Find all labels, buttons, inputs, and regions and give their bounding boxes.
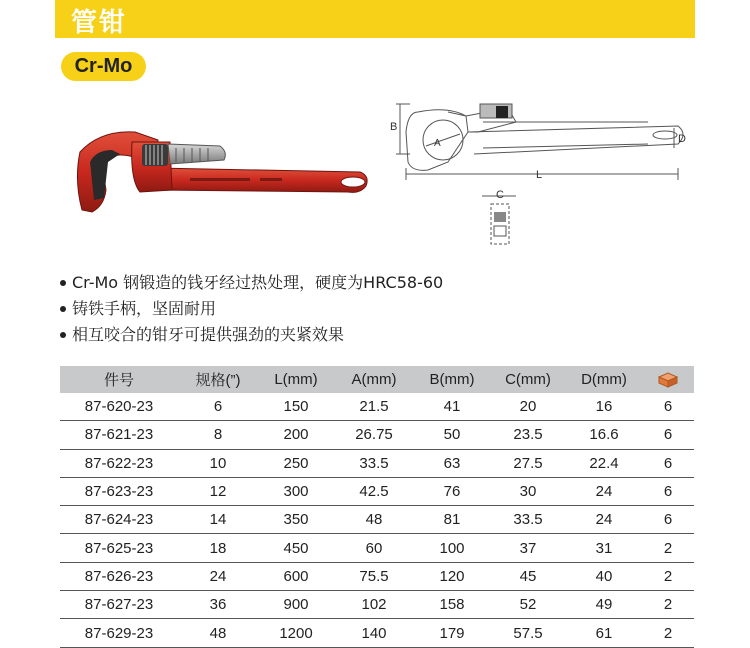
- table-row: [60, 506, 694, 534]
- table-cell: 87-629-23: [60, 619, 178, 647]
- table-cell: 36: [178, 591, 258, 619]
- table-cell: 200: [258, 421, 334, 449]
- table-cell: 6: [642, 477, 694, 505]
- table-cell: 100: [414, 534, 490, 562]
- table-cell: 87-621-23: [60, 421, 178, 449]
- table-cell: 52: [490, 591, 566, 619]
- table-cell: 8: [178, 421, 258, 449]
- table-cell: 33.5: [490, 506, 566, 534]
- table-cell: 6: [642, 449, 694, 477]
- table-cell: 41: [414, 393, 490, 421]
- table-cell: 76: [414, 477, 490, 505]
- pipe-wrench-photo: [60, 120, 372, 220]
- table-row: [60, 619, 694, 647]
- table-cell: 49: [566, 591, 642, 619]
- dim-b-label: B: [390, 121, 398, 133]
- col-header: L(mm): [258, 366, 334, 393]
- table-row: [60, 421, 694, 449]
- table-cell: 87-622-23: [60, 449, 178, 477]
- bullet-icon: [60, 280, 66, 286]
- table-cell: 18: [178, 534, 258, 562]
- col-header: 规格(”): [178, 366, 258, 393]
- feature-list: [60, 270, 443, 348]
- table-cell: 27.5: [490, 449, 566, 477]
- col-header: 件号: [60, 366, 178, 393]
- table-cell: 87-624-23: [60, 506, 178, 534]
- table-cell: 1200: [258, 619, 334, 647]
- feature-item: Cr-Mo 钢锻造的钱牙经过热处理，硬度为HRC58-60: [60, 270, 443, 296]
- table-cell: 87-625-23: [60, 534, 178, 562]
- col-header: B(mm): [414, 366, 490, 393]
- table-cell: 450: [258, 534, 334, 562]
- table-cell: 12: [178, 477, 258, 505]
- table-cell: 2: [642, 591, 694, 619]
- table-cell: 87-620-23: [60, 393, 178, 421]
- material-badge: Cr-Mo: [61, 52, 146, 81]
- table-row: [60, 393, 694, 421]
- package-box-icon: [658, 372, 678, 388]
- table-cell: 158: [414, 591, 490, 619]
- table-cell: 2: [642, 619, 694, 647]
- table-cell: 102: [334, 591, 414, 619]
- table-cell: 40: [566, 562, 642, 590]
- dim-d-label: D: [678, 133, 686, 145]
- feature-item: 相互咬合的钳牙可提供强劲的夹紧效果: [60, 322, 443, 348]
- table-cell: 45: [490, 562, 566, 590]
- table-cell: 22.4: [566, 449, 642, 477]
- table-cell: 24: [566, 477, 642, 505]
- table-cell: 21.5: [334, 393, 414, 421]
- title-bar: [55, 0, 695, 38]
- table-cell: 2: [642, 562, 694, 590]
- table-cell: 350: [258, 506, 334, 534]
- table-cell: 6: [642, 506, 694, 534]
- page-title: 管钳: [71, 8, 128, 38]
- table-cell: 31: [566, 534, 642, 562]
- table-cell: 300: [258, 477, 334, 505]
- table-cell: 87-627-23: [60, 591, 178, 619]
- table-cell: 50: [414, 421, 490, 449]
- col-header-package: [642, 366, 694, 393]
- table-cell: 42.5: [334, 477, 414, 505]
- table-cell: 16: [566, 393, 642, 421]
- table-cell: 87-623-23: [60, 477, 178, 505]
- table-cell: 24: [566, 506, 642, 534]
- table-row: [60, 449, 694, 477]
- table-cell: 48: [334, 506, 414, 534]
- table-cell: 2: [642, 534, 694, 562]
- table-cell: 57.5: [490, 619, 566, 647]
- table-row: [60, 534, 694, 562]
- table-cell: 900: [258, 591, 334, 619]
- dim-l-label: L: [536, 169, 543, 181]
- table-cell: 140: [334, 619, 414, 647]
- bullet-icon: [60, 332, 66, 338]
- col-header: A(mm): [334, 366, 414, 393]
- table-row: [60, 562, 694, 590]
- table-cell: 37: [490, 534, 566, 562]
- table-cell: 6: [178, 393, 258, 421]
- table-row: [60, 591, 694, 619]
- table-cell: 81: [414, 506, 490, 534]
- table-cell: 179: [414, 619, 490, 647]
- spec-table: [60, 366, 694, 648]
- dimension-drawing: [388, 92, 694, 252]
- table-cell: 26.75: [334, 421, 414, 449]
- table-cell: 75.5: [334, 562, 414, 590]
- dim-c-label: C: [496, 189, 504, 201]
- col-header: D(mm): [566, 366, 642, 393]
- table-cell: 23.5: [490, 421, 566, 449]
- table-cell: 600: [258, 562, 334, 590]
- table-cell: 60: [334, 534, 414, 562]
- table-cell: 24: [178, 562, 258, 590]
- table-header-row: [60, 366, 694, 393]
- col-header: C(mm): [490, 366, 566, 393]
- dim-a-label: A: [434, 138, 441, 149]
- table-row: [60, 477, 694, 505]
- table-cell: 14: [178, 506, 258, 534]
- table-cell: 61: [566, 619, 642, 647]
- table-cell: 48: [178, 619, 258, 647]
- table-cell: 150: [258, 393, 334, 421]
- table-cell: 20: [490, 393, 566, 421]
- table-cell: 6: [642, 393, 694, 421]
- table-cell: 87-626-23: [60, 562, 178, 590]
- table-cell: 6: [642, 421, 694, 449]
- table-cell: 16.6: [566, 421, 642, 449]
- table-cell: 30: [490, 477, 566, 505]
- bullet-icon: [60, 306, 66, 312]
- table-cell: 250: [258, 449, 334, 477]
- feature-item: 铸铁手柄，坚固耐用: [60, 296, 443, 322]
- table-cell: 10: [178, 449, 258, 477]
- table-cell: 63: [414, 449, 490, 477]
- table-cell: 33.5: [334, 449, 414, 477]
- table-cell: 120: [414, 562, 490, 590]
